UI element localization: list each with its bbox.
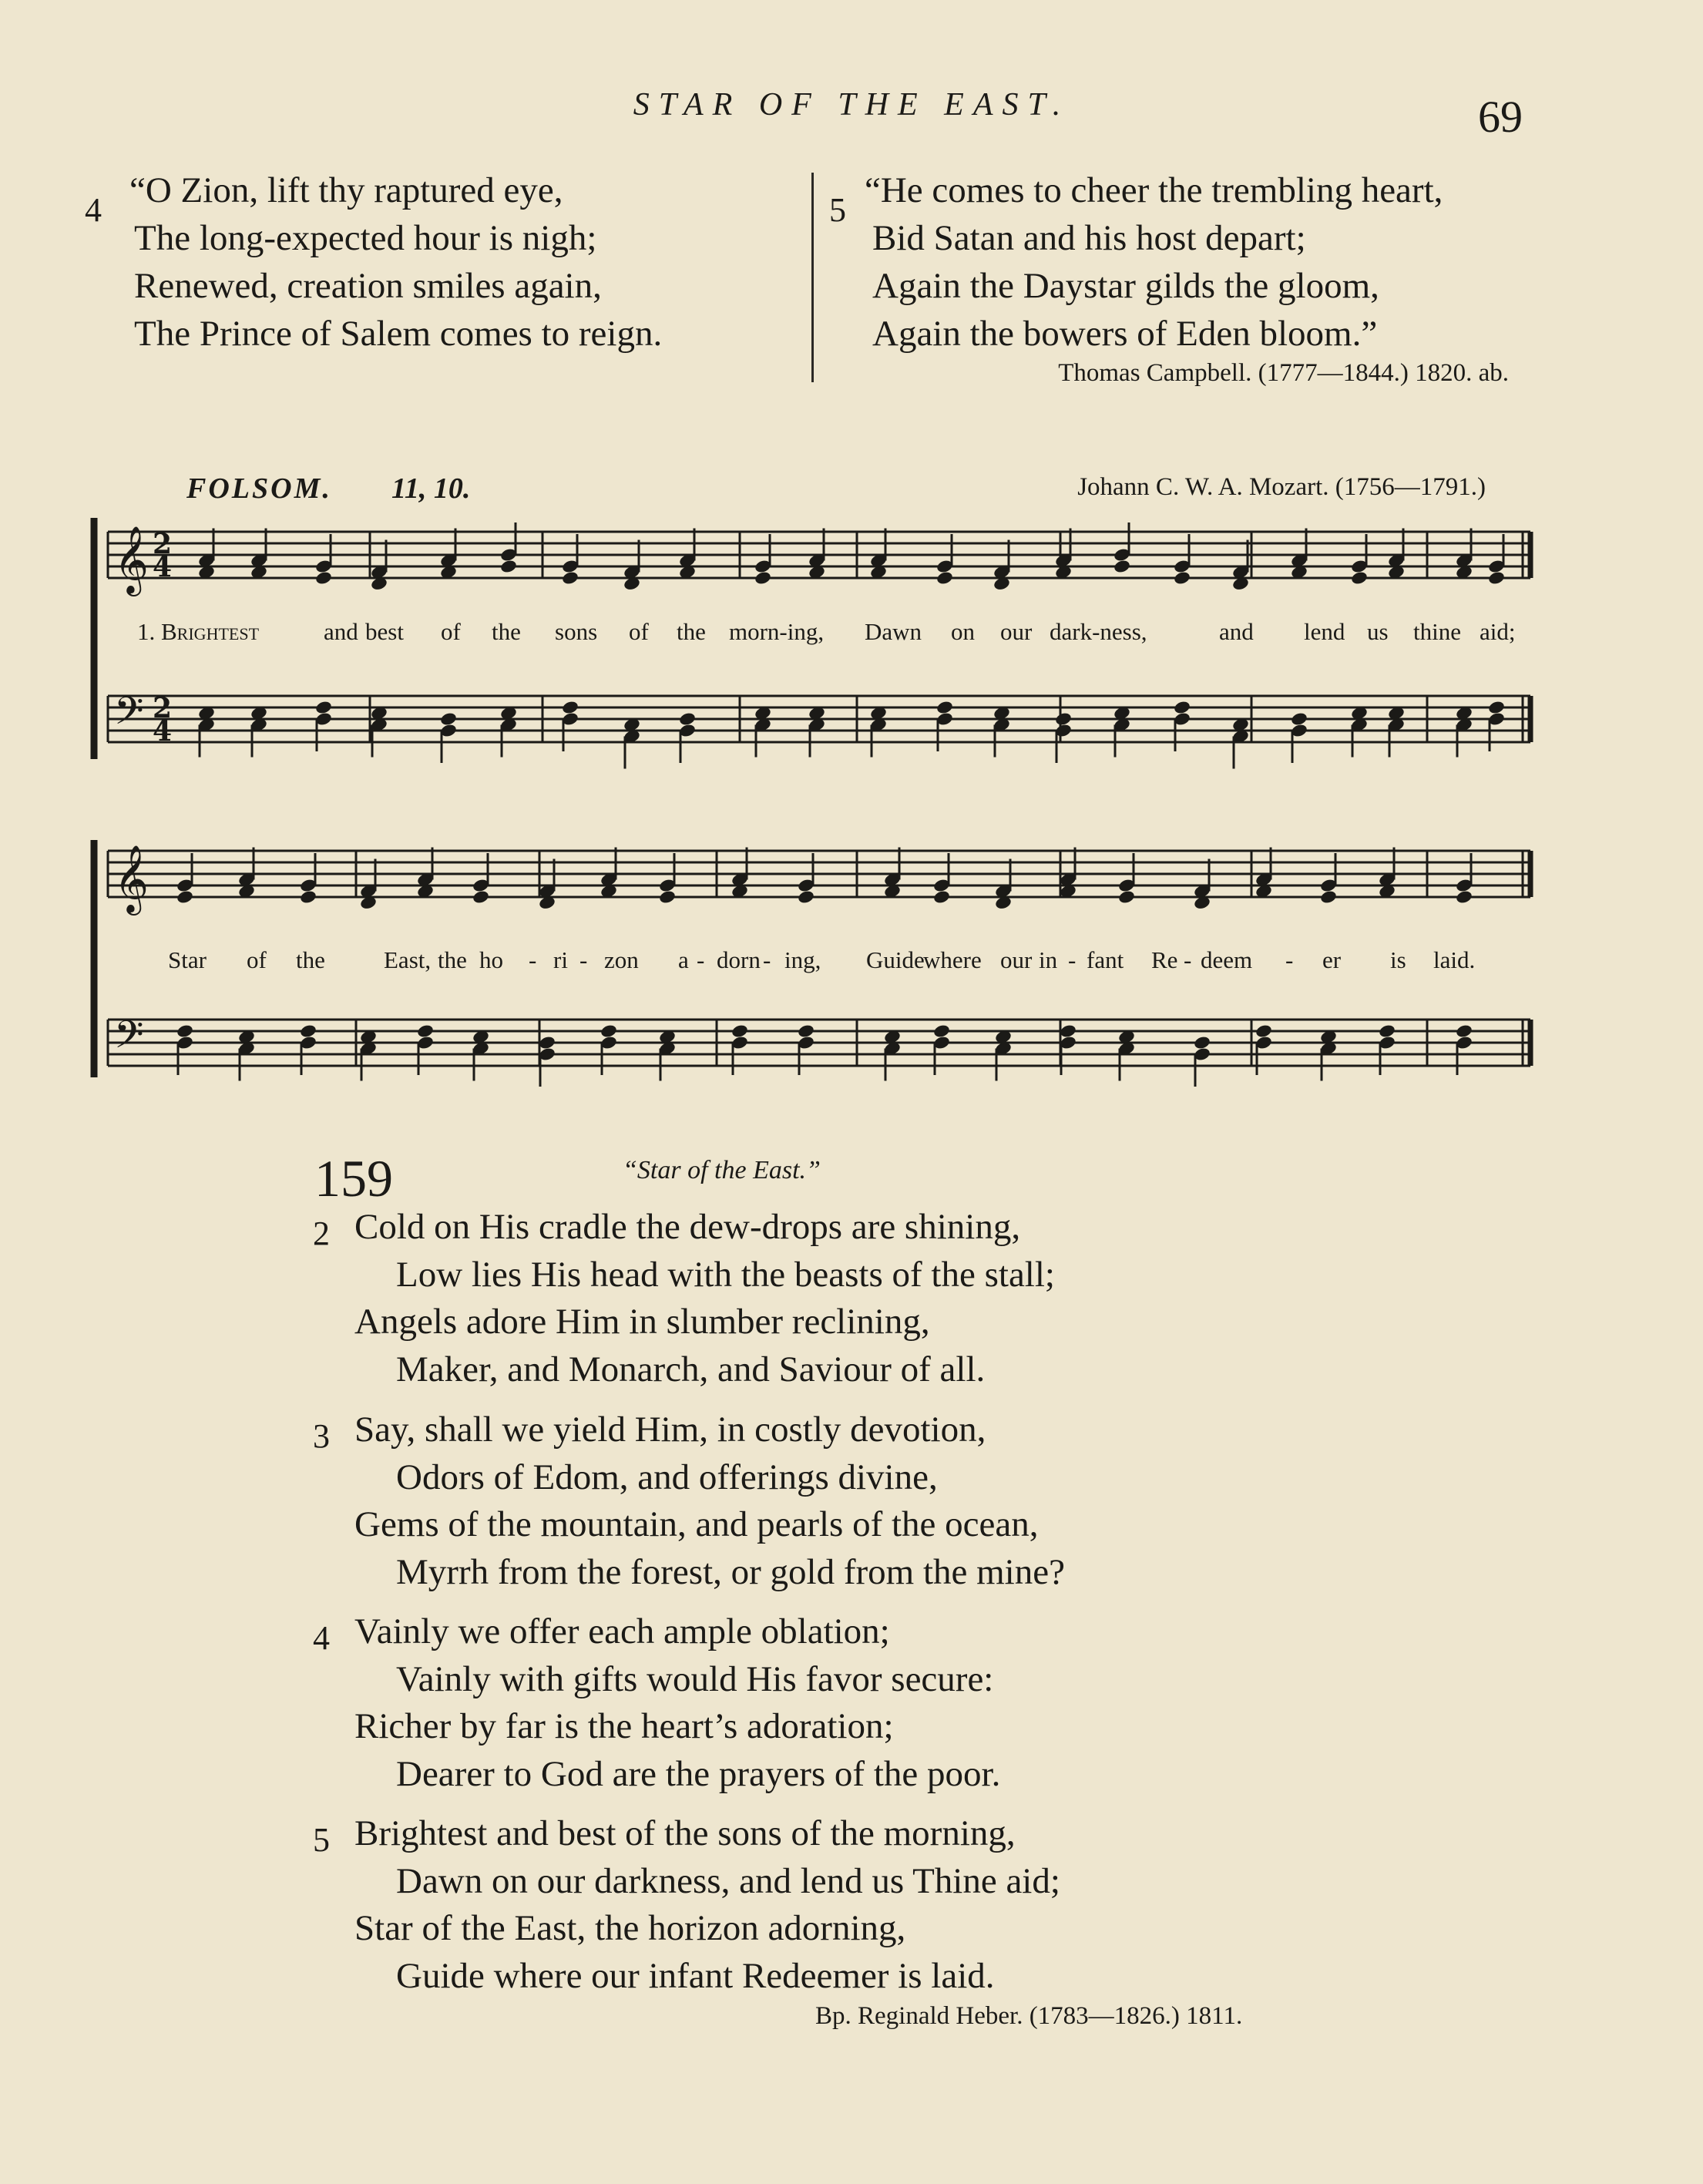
lyric-syllable: where [923, 946, 982, 973]
lyric-syllable: the [438, 946, 467, 973]
lyric-syllable: ri [553, 946, 568, 973]
note-head [678, 711, 697, 727]
note-head [1193, 1035, 1211, 1050]
lyric-syllable: - [697, 946, 705, 973]
running-title: STAR OF THE EAST. [633, 87, 1070, 123]
tune-meter: 11, 10. [391, 472, 471, 505]
note-head [1117, 889, 1136, 905]
stanza-line: Dawn on our darkness, and lend us Thine aid; [396, 1860, 1060, 1901]
stanza-line: Dearer to God are the prayers of the poor. [396, 1753, 1001, 1794]
hymn-number: 159 [314, 1149, 393, 1208]
note-head [1173, 570, 1191, 586]
lyric-syllable: the [677, 618, 706, 645]
note-head [1487, 570, 1506, 586]
note-head [932, 1023, 951, 1039]
lyric-syllable: - [529, 946, 537, 973]
music-notes [176, 522, 1506, 1087]
lyric-syllable: a [678, 946, 689, 973]
lyric-syllable: dark-ness, [1050, 618, 1147, 645]
note-head [1455, 889, 1473, 905]
note-head [1290, 711, 1308, 727]
note-head [538, 1035, 556, 1050]
stanza-line: Cold on His cradle the dew-drops are shining, [354, 1207, 1021, 1247]
lyric-syllable: ho [479, 946, 503, 973]
note-head [299, 1023, 317, 1039]
lyric-syllable: Guide [866, 946, 925, 973]
lyric-syllable: laid. [1433, 946, 1476, 973]
verse-line: The Prince of Salem comes to reign. [134, 314, 663, 354]
hymn-title: “Star of the East.” [623, 1156, 821, 1184]
stanza-line: Odors of Edom, and offerings divine, [396, 1457, 938, 1497]
lyric-syllable: and [1219, 618, 1254, 645]
lyric-syllable: - [763, 946, 771, 973]
previous-hymn-attribution: Thomas Campbell. (1777—1844.) 1820. ab. [1058, 359, 1509, 387]
verse-line: The long-expected hour is nigh; [134, 218, 597, 258]
lyric-syllable: - [1184, 946, 1192, 973]
lyric-syllable: ing, [784, 946, 821, 973]
note-head [600, 1023, 618, 1039]
stanza-line: Angels adore Him in slumber reclining, [354, 1302, 930, 1342]
lyric-syllable: on [951, 618, 975, 645]
time-signature-bottom: 4 [153, 715, 173, 748]
system-2-treble-staff [108, 851, 1530, 897]
verse-line: Renewed, creation smiles again, [134, 266, 602, 306]
time-signature-top: 2 [153, 692, 173, 724]
lyric-syllable: thine [1413, 618, 1461, 645]
lyric-syllable: aid; [1480, 618, 1516, 645]
lyric-syllable: morn-ing, [729, 618, 825, 645]
note-head [314, 570, 333, 586]
verse-line: “O Zion, lift thy raptured eye, [129, 170, 563, 210]
note-head [754, 570, 772, 586]
lyric-syllable: of [629, 618, 649, 645]
note-head [658, 889, 677, 905]
lyric-syllable: is [1390, 946, 1406, 973]
lyric-syllable: East, [384, 946, 432, 973]
stanza-line: Low lies His head with the beasts of the stall; [396, 1254, 1055, 1295]
note-head [1113, 559, 1131, 574]
lyric-syllable: of [441, 618, 461, 645]
verse-line: “He comes to cheer the trembling heart, [865, 170, 1443, 210]
bass-clef-icon: 𝄢 [114, 1013, 144, 1067]
lyric-syllable: Star [168, 946, 207, 973]
note-head [299, 889, 317, 905]
verse-line: Again the bowers of Eden bloom.” [872, 314, 1378, 354]
lyric-syllable: Dawn [865, 618, 922, 645]
note-head [1173, 700, 1191, 715]
note-head [935, 700, 954, 715]
bass-clef-icon: 𝄢 [114, 689, 144, 743]
note-head [797, 889, 815, 905]
note-head [314, 700, 333, 715]
lyric-syllable: deem [1201, 946, 1253, 973]
stanza-line: Guide where our infant Redeemer is laid. [396, 1955, 995, 1996]
stanza-line: Gems of the mountain, and pearls of the ocean, [354, 1504, 1039, 1544]
note-head [731, 1023, 749, 1039]
lyric-syllable: and [324, 618, 358, 645]
stanza-line: Brightest and best of the sons of the morning, [354, 1813, 1016, 1853]
tune-name: FOLSOM. [186, 472, 332, 505]
lyric-syllable: of [247, 946, 267, 973]
lyric-syllable: our [1000, 946, 1033, 973]
lyric-syllable: zon [604, 946, 639, 973]
lyric-syllable: Re [1151, 946, 1178, 973]
note-head [1455, 1023, 1473, 1039]
lyric-syllable: - [579, 946, 588, 973]
tune-composer: Johann C. W. A. Mozart. (1756—1791.) [1077, 473, 1486, 501]
stanza-line: Say, shall we yield Him, in costly devotion, [354, 1410, 986, 1450]
note-head [932, 889, 951, 905]
note-head [416, 1023, 435, 1039]
lyric-syllable: in [1039, 946, 1058, 973]
note-head [439, 711, 458, 727]
time-signature-top: 2 [153, 528, 173, 560]
note-head [797, 1023, 815, 1039]
system-2-lyrics [0, 946, 1703, 977]
verse-number: 4 [85, 191, 102, 229]
stanza-line: Star of the East, the horizon adorning, [354, 1908, 906, 1948]
lyric-syllable: the [492, 618, 521, 645]
note-head [1054, 711, 1073, 727]
note-head [561, 570, 579, 586]
note-head [935, 570, 954, 586]
page-number: 69 [1478, 92, 1523, 142]
stanza-line: Maker, and Monarch, and Saviour of all. [396, 1349, 986, 1389]
lyric-syllable: best [365, 618, 404, 645]
note-head [1487, 700, 1506, 715]
system-1-lyrics [0, 618, 1703, 649]
lyric-syllable: our [1000, 618, 1033, 645]
verse-number: 5 [829, 191, 846, 229]
note-head [176, 889, 194, 905]
note-head [1059, 1023, 1077, 1039]
clefs [114, 525, 172, 1067]
hymn-attribution: Bp. Reginald Heber. (1783—1826.) 1811. [815, 2002, 1243, 2030]
lyric-syllable: lend [1304, 618, 1345, 645]
treble-clef-icon: 𝄞 [114, 844, 149, 912]
lyric-syllable: fant [1087, 946, 1124, 973]
note-head [1378, 1023, 1396, 1039]
lyric-syllable: dorn [717, 946, 761, 973]
stanza-line: Myrrh from the forest, or gold from the mine? [396, 1551, 1065, 1592]
note-head [1255, 1023, 1273, 1039]
lyric-syllable: 1. Brightest [137, 618, 260, 645]
lyric-syllable: the [296, 946, 325, 973]
note-head [1350, 570, 1369, 586]
note-head [176, 1023, 194, 1039]
note-head [499, 559, 518, 574]
note-head [472, 889, 490, 905]
stanza-number: 3 [313, 1417, 330, 1455]
note-head [561, 700, 579, 715]
verse-line: Bid Satan and his host depart; [872, 218, 1306, 258]
lyric-syllable: sons [555, 618, 598, 645]
verse-line: Again the Daystar gilds the gloom, [872, 266, 1379, 306]
system-2-bass-staff [108, 1020, 1530, 1066]
stanza-line: Vainly with gifts would His favor secure: [396, 1658, 994, 1699]
stanza-line: Richer by far is the heart’s adoration; [354, 1706, 894, 1746]
treble-clef-icon: 𝄞 [114, 525, 149, 593]
stanza-number: 2 [313, 1215, 330, 1252]
stanza-number: 5 [313, 1821, 330, 1859]
stanza-line: Vainly we offer each ample oblation; [354, 1611, 890, 1651]
lyric-syllable: - [1068, 946, 1077, 973]
lyric-syllable: er [1322, 946, 1342, 973]
lyric-syllable: us [1367, 618, 1389, 645]
note-head [1319, 889, 1338, 905]
lyric-syllable: - [1285, 946, 1294, 973]
stanza-number: 4 [313, 1619, 330, 1657]
time-signature-bottom: 4 [153, 551, 173, 583]
